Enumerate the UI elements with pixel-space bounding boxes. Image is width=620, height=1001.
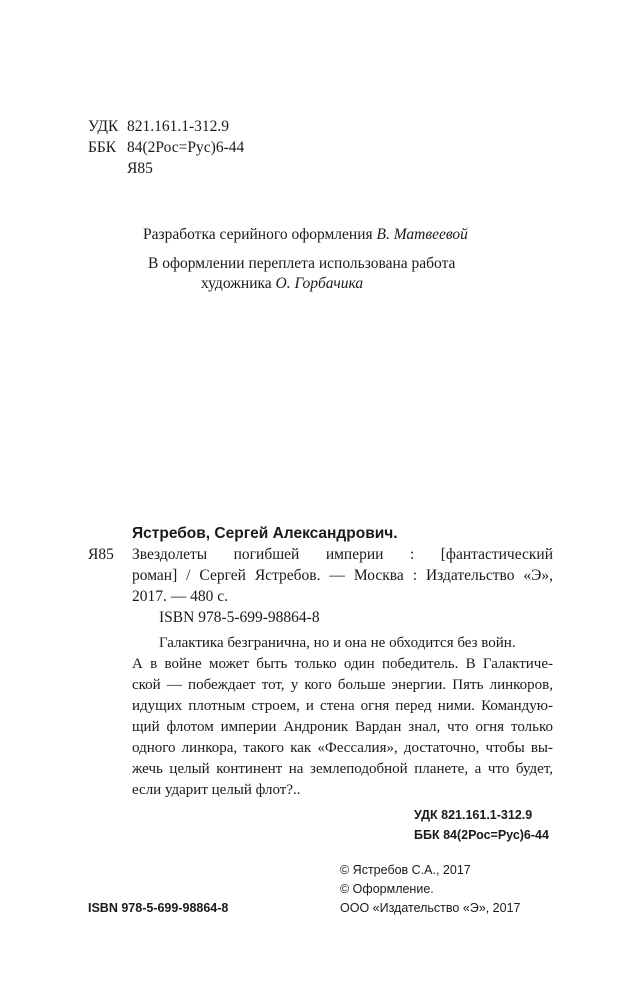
bib-author-heading: Ястребов, Сергей Александрович. (132, 525, 398, 542)
annotation-line: А в войне может быть только один победитель. В Галактиче- (132, 656, 553, 672)
series-design-name: В. Матвеевой (376, 226, 468, 243)
udk-value: 821.161.1-312.9 (127, 118, 230, 135)
footer-isbn: ISBN 978-5-699-98864-8 (88, 901, 229, 915)
udk-label: УДК (88, 118, 119, 135)
annotation-line: идущих плотным строем, и стена огня перед ними. Командую- (132, 698, 553, 714)
cover-credit-line2 (201, 274, 363, 294)
bib-author-mark: Я85 (88, 546, 114, 563)
right-udk: УДК 821.161.1-312.9 (414, 808, 533, 822)
annotation-line: одного линкора, такого как «Фессалия», достаточно, чтобы вы- (132, 740, 553, 756)
bbk-label: ББК (88, 139, 117, 156)
bbk-value: 84(2Рос=Рус)6-44 (127, 139, 245, 156)
series-design-credit (143, 225, 468, 245)
bib-line-3: 2017. — 480 с. (132, 588, 229, 605)
cover-artist-name: О. Горбачика (275, 275, 364, 292)
series-design-prefix: Разработка серийного оформления (143, 226, 373, 243)
annotation-line: ской — побеждает тот, у кого больше энергии. Пять линкоров, (132, 677, 553, 693)
copyright-author: © Ястребов С.А., 2017 (340, 863, 471, 877)
annotation-line: жечь целый континент на землеподобной планете, а что будет, (132, 761, 553, 777)
copyright-publisher: ООО «Издательство «Э», 2017 (340, 901, 521, 915)
bib-line-1: Звездолеты погибшей империи : [фантастический (132, 546, 553, 563)
annotation-line: если ударит целый флот?.. (132, 782, 301, 798)
author-mark-top: Я85 (127, 160, 153, 177)
cover-credit-prefix: художника (201, 275, 272, 292)
annotation-line: щий флотом империи Андроник Вардан знал, что огня только (132, 719, 553, 735)
right-bbk: ББК 84(2Рос=Рус)6-44 (414, 828, 549, 842)
copyright-design: © Оформление. (340, 882, 434, 896)
bib-line-2: роман] / Сергей Ястребов. — Москва : Издательство «Э», (132, 567, 553, 584)
cover-credit-line1: В оформлении переплета использована работа (148, 255, 456, 272)
bib-isbn: ISBN 978-5-699-98864-8 (159, 609, 320, 626)
annotation-line: Галактика безгранична, но и она не обходится без войн. (159, 635, 516, 651)
